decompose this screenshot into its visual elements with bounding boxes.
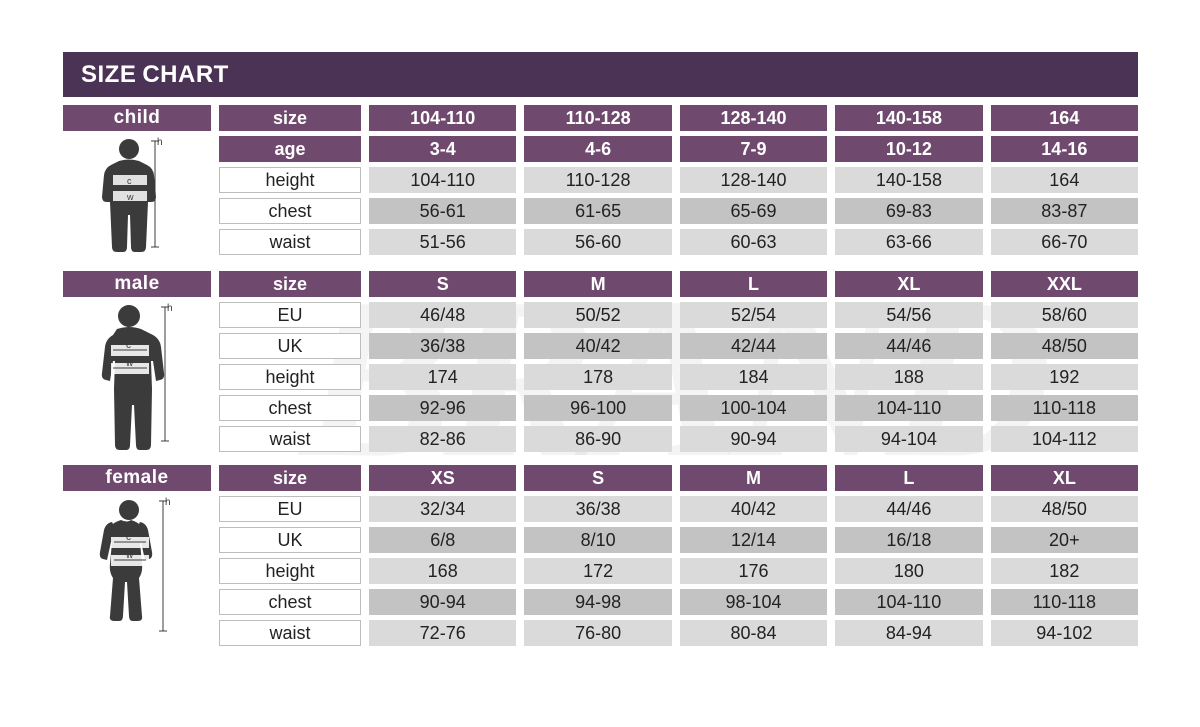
female-rows (219, 465, 1138, 651)
cell: 110-128 (524, 167, 671, 193)
cell: 72-76 (369, 620, 516, 646)
table-row (219, 496, 1138, 522)
table-row (219, 136, 1138, 162)
cell: 40/42 (524, 333, 671, 359)
cell: 56-61 (369, 198, 516, 224)
cell: 48/50 (991, 496, 1138, 522)
cell: 94-104 (835, 426, 982, 452)
cell: 94-102 (991, 620, 1138, 646)
cell: L (680, 271, 827, 297)
cell: 50/52 (524, 302, 671, 328)
row-label: size (219, 271, 361, 297)
cell: 56-60 (524, 229, 671, 255)
cell: 54/56 (835, 302, 982, 328)
row-label: chest (219, 395, 361, 421)
child-body-icon (63, 131, 211, 263)
row-label: UK (219, 527, 361, 553)
row-label: size (219, 465, 361, 491)
cell: 174 (369, 364, 516, 390)
cell: 96-100 (524, 395, 671, 421)
cell: 128-140 (680, 105, 827, 131)
figure-height-label: h (167, 303, 173, 314)
category-label-female: female (63, 465, 211, 491)
cell: 86-90 (524, 426, 671, 452)
cell: 7-9 (680, 136, 827, 162)
page-title-word-1: SIZE (81, 60, 137, 88)
category-label-child: child (63, 105, 211, 131)
cell: 100-104 (680, 395, 827, 421)
section-male (63, 271, 1138, 457)
table-row (219, 558, 1138, 584)
row-label: height (219, 558, 361, 584)
cell: 110-118 (991, 395, 1138, 421)
table-row (219, 589, 1138, 615)
cell: 12/14 (680, 527, 827, 553)
cell: 40/42 (680, 496, 827, 522)
cell: 92-96 (369, 395, 516, 421)
cell: 14-16 (991, 136, 1138, 162)
table-row (219, 333, 1138, 359)
row-label: age (219, 136, 361, 162)
cell: S (524, 465, 671, 491)
table-row (219, 105, 1138, 131)
cell: XS (369, 465, 516, 491)
cell: M (680, 465, 827, 491)
section-child (63, 105, 1138, 263)
cell: XL (991, 465, 1138, 491)
table-row (219, 229, 1138, 255)
cell: 164 (991, 167, 1138, 193)
size-chart-sheet (63, 52, 1138, 651)
cell: 140-158 (835, 105, 982, 131)
row-label: waist (219, 426, 361, 452)
child-figure-column (63, 105, 211, 263)
cell: 90-94 (369, 589, 516, 615)
cell: 36/38 (369, 333, 516, 359)
table-row (219, 465, 1138, 491)
cell: 82-86 (369, 426, 516, 452)
table-row (219, 364, 1138, 390)
cell: 44/46 (835, 333, 982, 359)
cell: 52/54 (680, 302, 827, 328)
table-row (219, 395, 1138, 421)
cell: 44/46 (835, 496, 982, 522)
cell: 104-110 (835, 395, 982, 421)
cell: 176 (680, 558, 827, 584)
table-row (219, 426, 1138, 452)
cell: 184 (680, 364, 827, 390)
cell: 48/50 (991, 333, 1138, 359)
cell: 172 (524, 558, 671, 584)
table-row (219, 167, 1138, 193)
cell: 8/10 (524, 527, 671, 553)
cell: 20+ (991, 527, 1138, 553)
cell: 104-110 (369, 167, 516, 193)
cell: 94-98 (524, 589, 671, 615)
cell: 182 (991, 558, 1138, 584)
table-row (219, 271, 1138, 297)
section-female (63, 465, 1138, 651)
table-row (219, 198, 1138, 224)
female-body-icon (63, 491, 211, 645)
cell: 66-70 (991, 229, 1138, 255)
cell: XL (835, 271, 982, 297)
cell: 76-80 (524, 620, 671, 646)
figure-waist-label: w (127, 192, 134, 202)
female-figure-column (63, 465, 211, 645)
chart-title-bar (63, 52, 1138, 97)
cell: 46/48 (369, 302, 516, 328)
cell: 104-110 (369, 105, 516, 131)
cell: 110-128 (524, 105, 671, 131)
cell: 65-69 (680, 198, 827, 224)
figure-chest-label: c (126, 532, 131, 543)
cell: 110-118 (991, 589, 1138, 615)
row-label: waist (219, 620, 361, 646)
figure-waist-label: w (126, 550, 134, 561)
row-label: height (219, 167, 361, 193)
row-label: waist (219, 229, 361, 255)
cell: 84-94 (835, 620, 982, 646)
cell: 6/8 (369, 527, 516, 553)
cell: 164 (991, 105, 1138, 131)
cell: S (369, 271, 516, 297)
male-figure-column (63, 271, 211, 456)
figure-height-label: h (157, 137, 163, 148)
cell: 83-87 (991, 198, 1138, 224)
cell: 10-12 (835, 136, 982, 162)
cell: 128-140 (680, 167, 827, 193)
male-body-icon (63, 297, 211, 456)
cell: 63-66 (835, 229, 982, 255)
cell: 188 (835, 364, 982, 390)
cell: 180 (835, 558, 982, 584)
cell: 104-110 (835, 589, 982, 615)
row-label: chest (219, 198, 361, 224)
figure-height-label: h (165, 497, 171, 508)
cell: 42/44 (680, 333, 827, 359)
figure-chest-label: c (127, 176, 132, 186)
cell: 60-63 (680, 229, 827, 255)
cell: 192 (991, 364, 1138, 390)
table-row (219, 620, 1138, 646)
figure-chest-label: c (126, 340, 131, 351)
table-row (219, 527, 1138, 553)
figure-waist-label: w (126, 358, 134, 369)
cell: 58/60 (991, 302, 1138, 328)
row-label: size (219, 105, 361, 131)
male-rows (219, 271, 1138, 457)
child-rows (219, 105, 1138, 260)
cell: 178 (524, 364, 671, 390)
cell: 80-84 (680, 620, 827, 646)
cell: 168 (369, 558, 516, 584)
cell: 3-4 (369, 136, 516, 162)
table-row (219, 302, 1138, 328)
cell: L (835, 465, 982, 491)
cell: M (524, 271, 671, 297)
cell: 104-112 (991, 426, 1138, 452)
row-label: EU (219, 302, 361, 328)
cell: 51-56 (369, 229, 516, 255)
cell: 90-94 (680, 426, 827, 452)
cell: 36/38 (524, 496, 671, 522)
cell: 16/18 (835, 527, 982, 553)
cell: 69-83 (835, 198, 982, 224)
row-label: chest (219, 589, 361, 615)
row-label: EU (219, 496, 361, 522)
category-label-male: male (63, 271, 211, 297)
row-label: UK (219, 333, 361, 359)
cell: 32/34 (369, 496, 516, 522)
cell: 61-65 (524, 198, 671, 224)
row-label: height (219, 364, 361, 390)
cell: 4-6 (524, 136, 671, 162)
cell: 140-158 (835, 167, 982, 193)
page-title-word-2: CHART (142, 60, 229, 88)
cell: 98-104 (680, 589, 827, 615)
cell: XXL (991, 271, 1138, 297)
